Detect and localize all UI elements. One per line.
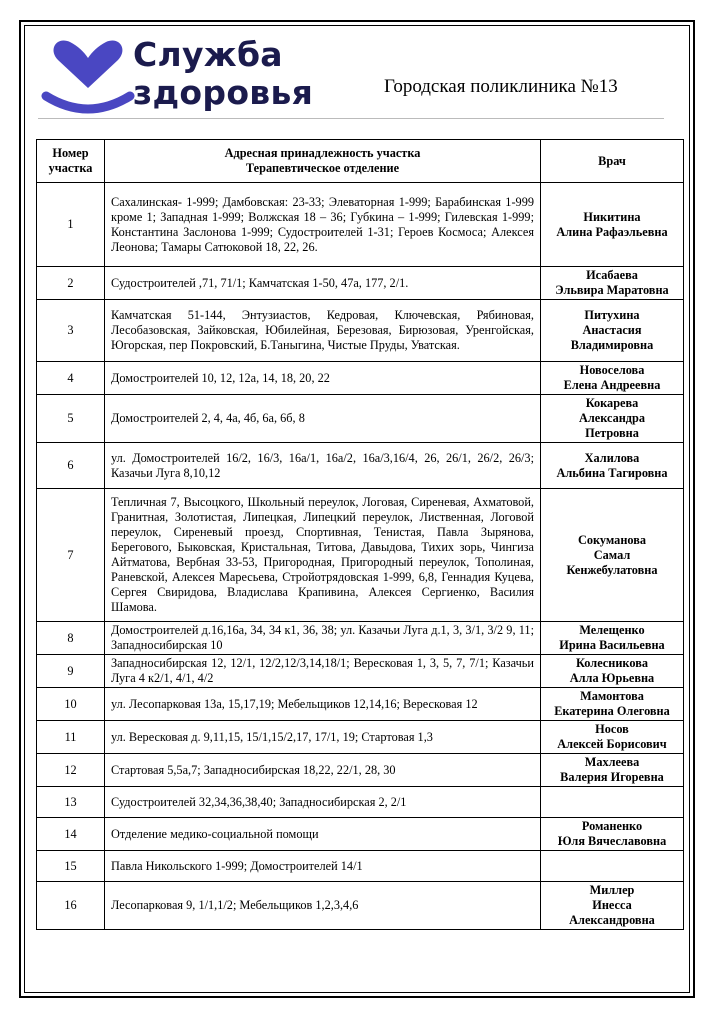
district-number: 5 (37, 395, 105, 443)
col-header-address (105, 140, 541, 183)
district-number: 8 (37, 622, 105, 655)
district-doctor (541, 688, 684, 721)
district-number: 10 (37, 688, 105, 721)
doctor-name-line: Самал (593, 547, 631, 562)
doctor-name-line: Махлеева (584, 755, 640, 769)
district-number: 1 (37, 183, 105, 267)
district-addresses: Тепличная 7, Высоцкого, Школьный переулок, Логовая, Сиреневая, Ахматовой, Гранитная, Золотистая, Липецкая, Липецкий переулок, Лиственная, Логовой переулок, Сиреневый проезд, Спортивная, Тенистая, Павла Зырянова, Берегового, Быковская, Кристальная, Титова, Давыдова, Тихих зорь, Чингиза Айтматова, Вербная 33-53, Пригородная, Пригородный переулок, Тополиная, Раневской, Алексея Маресьева, Стройотрядовская 1-999, 6,8, Геннадия Куцева, Сергея Свиридова, Владислава Крапивина, Алексея Сергиенко, Василия Шамова. (105, 489, 541, 622)
doctor-name-line: Мамонтова (580, 689, 644, 703)
district-doctor (541, 183, 684, 267)
table-body (37, 183, 684, 930)
district-number: 15 (37, 851, 105, 882)
district-doctor (541, 267, 684, 300)
doctor-name-line: Новоселова (579, 363, 645, 377)
doctor-name-line: Владимировна (570, 338, 654, 352)
district-doctor (541, 622, 684, 655)
district-addresses: Павла Никольского 1-999; Домостроителей 14/1 (105, 851, 541, 882)
table-row (37, 882, 684, 930)
table-row (37, 818, 684, 851)
table-row (37, 754, 684, 787)
district-number: 6 (37, 443, 105, 489)
doctor-name-line: Алексей Борисович (557, 737, 667, 751)
doctor-name-line: Мелещенко (579, 623, 645, 637)
doctor-name-line: Ирина Васильевна (559, 638, 665, 652)
district-doctor (541, 300, 684, 362)
table-row (37, 688, 684, 721)
district-number: 11 (37, 721, 105, 754)
col-number-line-1: Номер (52, 146, 89, 160)
table-row (37, 721, 684, 754)
doctor-name-line: Эльвира Маратовна (555, 283, 669, 297)
district-addresses: Домостроителей д.16,16а, 34, 34 к1, 36, 38; ул. Казачьи Луга д.1, 3, 3/1, 3/2 9, 11; Западносибирская 10 (105, 622, 541, 655)
doctor-name-line: Альбина Тагировна (556, 465, 668, 480)
table-row (37, 300, 684, 362)
brand-name (133, 36, 313, 112)
doctor-name-line: Романенко (581, 819, 643, 833)
table-row (37, 267, 684, 300)
district-addresses: Сахалинская- 1-999; Дамбовская: 23-33; Элеваторная 1-999; Барабинская 1-999 кроме 1; Западная 1-999; Волжская 18 – 36; Губкина – 1-999; Гилевская 1-999; Константина Заслонова 1-999; Судостроителей 1-31; Героев Космоса; Алексея Леонова; Тамары Сатюковой 18, 22, 26. (105, 183, 541, 267)
district-addresses: Западносибирская 12, 12/1, 12/2,12/3,14,18/1; Вересковая 1, 3, 5, 7, 7/1; Казачьи Луга 4 к2/1, 4/1, 4/2 (105, 655, 541, 688)
col-header-number (37, 140, 105, 183)
district-doctor (541, 721, 684, 754)
district-addresses: ул. Вересковая д. 9,11,15, 15/1,15/2,17, 17/1, 19; Стартовая 1,3 (105, 721, 541, 754)
doctor-name-line: Валерия Игоревна (560, 770, 664, 784)
district-addresses: Лесопарковая 9, 1/1,1/2; Мебельщиков 1,2,3,4,6 (105, 882, 541, 930)
district-doctor (541, 787, 684, 818)
district-doctor (541, 851, 684, 882)
district-number: 14 (37, 818, 105, 851)
brand-line-2: здоровья (133, 73, 314, 112)
doctor-name-line: Халилова (584, 450, 640, 465)
doctor-name-line: Анастасия (582, 323, 642, 337)
doctor-name-line: Миллер (589, 883, 635, 897)
districts-table (36, 139, 684, 930)
table-header-row (37, 140, 684, 183)
table-row (37, 395, 684, 443)
district-addresses: Отделение медико-социальной помощи (105, 818, 541, 851)
doctor-name-line: Юля Вячеславовна (557, 834, 667, 848)
district-number: 4 (37, 362, 105, 395)
clinic-title: Городская поликлиника №13 (384, 76, 618, 97)
district-addresses: Домостроителей 10, 12, 12а, 14, 18, 20, 22 (105, 362, 541, 395)
doctor-name-line: Алина Рафаэльевна (556, 224, 668, 239)
doctor-name-line: Кокарева (585, 396, 639, 410)
doctor-name-line: Исабаева (586, 268, 638, 282)
district-number: 12 (37, 754, 105, 787)
doctor-name-line: Инесса (592, 898, 632, 912)
table-row (37, 622, 684, 655)
district-number: 16 (37, 882, 105, 930)
district-number: 3 (37, 300, 105, 362)
district-doctor (541, 443, 684, 489)
district-addresses: Стартовая 5,5а,7; Западносибирская 18,22, 22/1, 28, 30 (105, 754, 541, 787)
district-number: 7 (37, 489, 105, 622)
col-address-line-1: Адресная принадлежность участка (224, 146, 421, 160)
district-addresses: Судостроителей 32,34,36,38,40; Западносибирская 2, 2/1 (105, 787, 541, 818)
doctor-name-line: Носов (595, 722, 629, 736)
district-addresses: ул. Лесопарковая 13а, 15,17,19; Мебельщиков 12,14,16; Вересковая 12 (105, 688, 541, 721)
col-header-doctor: Врач (541, 140, 684, 183)
district-doctor (541, 489, 684, 622)
district-addresses: Домостроителей 2, 4, 4а, 4б, 6а, 6б, 8 (105, 395, 541, 443)
table-row (37, 443, 684, 489)
doctor-name-line: Питухина (584, 308, 640, 322)
district-doctor (541, 655, 684, 688)
doctor-name-line: Петровна (585, 426, 639, 440)
doctor-name-line: Сокуманова (577, 532, 647, 547)
district-number: 9 (37, 655, 105, 688)
district-addresses: Судостроителей ,71, 71/1; Камчатская 1-50, 47а, 177, 2/1. (105, 267, 541, 300)
doctor-name-line: Елена Андреевна (563, 378, 661, 392)
table-row (37, 655, 684, 688)
district-addresses: ул. Домостроителей 16/2, 16/3, 16а/1, 16а/2, 16а/3,16/4, 26, 26/1, 26/2, 26/3; Казачьи Луга 8,10,12 (105, 443, 541, 489)
district-addresses: Камчатская 51-144, Энтузиастов, Кедровая, Ключевская, Рябиновая, Лесобазовская, Зайковская, Юбилейная, Березовая, Бирюзовая, Уренгойская, Югорская, пер Покровский, Б.Таныгина, Чистые Пруды, Уватская. (105, 300, 541, 362)
table-row (37, 489, 684, 622)
district-doctor (541, 882, 684, 930)
doctor-name-line: Александровна (569, 913, 655, 927)
district-doctor (541, 362, 684, 395)
doctor-name-line: Алла Юрьевна (569, 671, 655, 685)
col-number-line-2: участка (48, 161, 93, 175)
doctor-name-line: Колесникова (576, 656, 648, 670)
district-number: 13 (37, 787, 105, 818)
brand-line-1: Служба (133, 35, 283, 74)
district-doctor (541, 395, 684, 443)
table-row (37, 787, 684, 818)
doctor-name-line: Екатерина Олеговна (554, 704, 670, 718)
district-doctor (541, 754, 684, 787)
table-row (37, 183, 684, 267)
district-doctor (541, 818, 684, 851)
col-address-line-2: Терапевтическое отделение (245, 161, 400, 175)
table-row (37, 851, 684, 882)
header-divider (38, 118, 664, 119)
doctor-name-line: Никитина (583, 209, 641, 224)
table-row (37, 362, 684, 395)
doctor-name-line: Кенжебулатовна (566, 562, 658, 577)
district-number: 2 (37, 267, 105, 300)
doctor-name-line: Александра (578, 411, 646, 425)
